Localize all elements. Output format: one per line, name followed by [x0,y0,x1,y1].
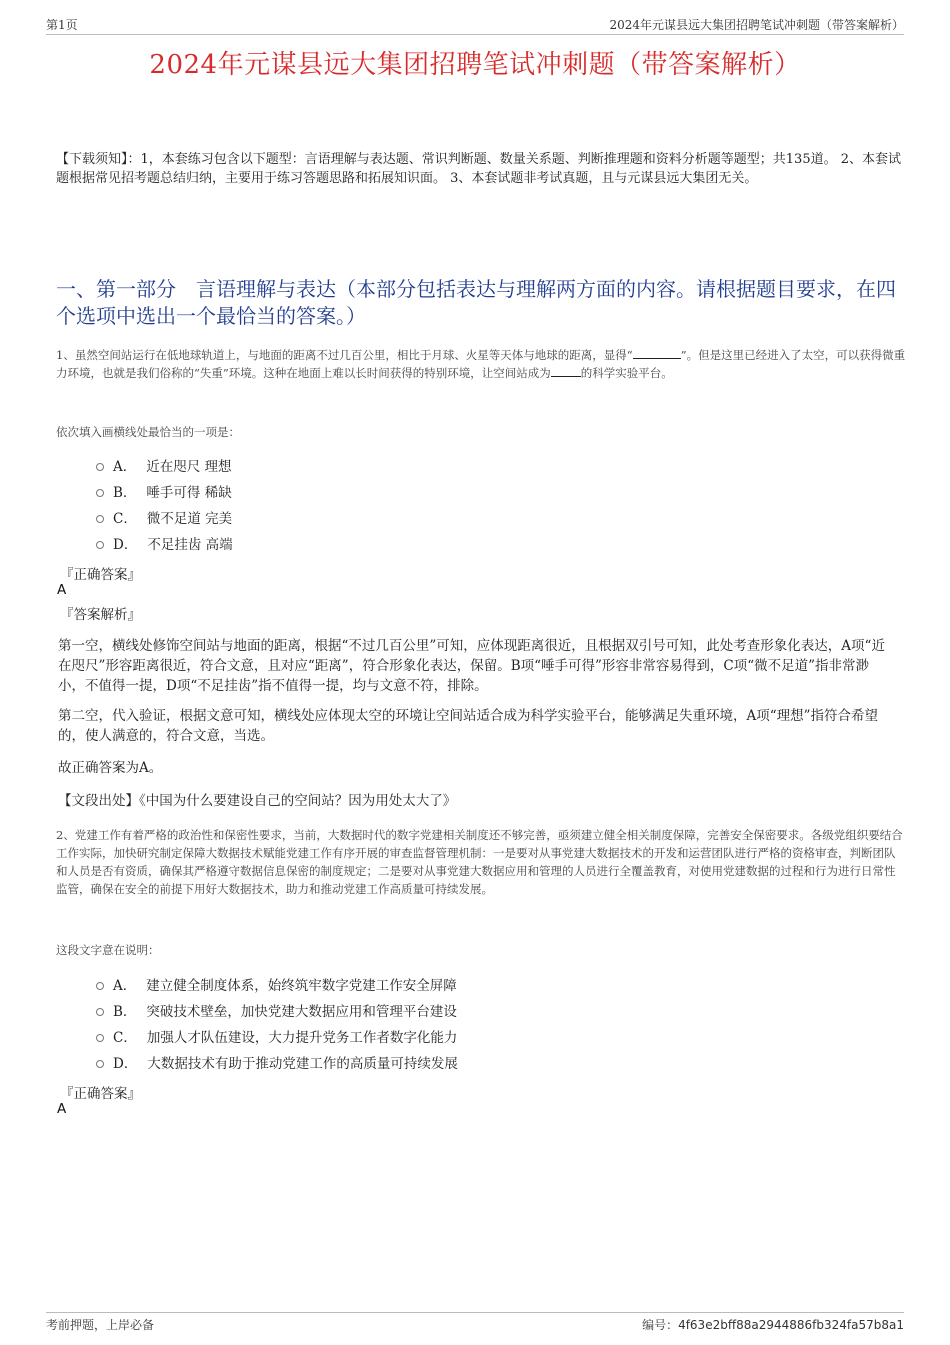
option-letter: D． [113,537,138,553]
analysis-conclusion: 故正确答案为A。 [58,760,163,776]
option-c[interactable] [96,1023,458,1049]
question-1-options [96,452,233,556]
option-letter: A． [113,978,137,994]
radio-icon[interactable] [96,1060,104,1068]
option-letter: A． [113,459,137,475]
option-letter: D． [113,1056,138,1072]
correct-answer: A [57,1101,67,1117]
correct-answer: A [57,582,67,598]
header-doc-title: 2024年元谋县远大集团招聘笔试冲刺题（带答案解析） [609,18,904,32]
question-1-stem [56,346,906,382]
option-c[interactable] [96,504,233,530]
footer-doc-id: 编号：4f63e2bff88a2944886fb324fa57b8a1 [642,1318,904,1332]
footer-slogan: 考前押题，上岸必备 [46,1318,155,1332]
option-text: 突破技术壁垒，加快党建大数据应用和管理平台建设 [146,1004,457,1020]
radio-icon[interactable] [96,515,104,523]
option-a[interactable] [96,971,458,997]
question-1-stem-part-a: 1、虽然空间站运行在低地球轨道上，与地面的距离不过几百公里，相比于月球、火星等天体与地球的距离，显得“ [56,348,633,362]
source-citation: 【文段出处】《中国为什么要建设自己的空间站？因为用处太大了》 [58,793,457,809]
correct-answer-label: 『正确答案』 [60,567,141,583]
question-2-prompt: 这段文字意在说明： [56,943,160,957]
question-1-prompt: 依次填入画横线处最恰当的一项是： [56,425,240,439]
question-2-stem: 2、党建工作有着严格的政治性和保密性要求，当前，大数据时代的数字党建相关制度还不够完善，亟须建立健全相关制度保障，完善安全保密要求。各级党组织要结合工作实际，加快研究制定保障大数据技术赋能党建工作有序开展的审查监督管理机制：一是要对从事党建大数据技术的开发和运营团队进行严格的资格审查，判断团队和人员是否有资质，确保其严格遵守数据信息保密的制度规定；二是要对从事党建大数据应用和管理的人员进行全覆盖教育，对使用党建数据的过程和行为进行日常性监管，确保在安全的前提下用好大数据技术，助力和推动党建工作高质量可持续发展。 [56,828,903,896]
option-text: 不足挂齿 高端 [147,537,233,553]
radio-icon[interactable] [96,982,104,990]
section-title: 一、第一部分 言语理解与表达（本部分包括表达与理解两方面的内容。请根据题目要求，在四个选项中选出一个最恰当的答案。） [56,277,896,328]
page-title: 2024年元谋县远大集团招聘笔试冲刺题（带答案解析） [149,50,801,80]
question-2-options [96,971,458,1075]
option-d[interactable] [96,1049,458,1075]
option-text: 唾手可得 稀缺 [146,485,232,501]
page-header [46,14,904,35]
correct-answer-label: 『正确答案』 [60,1086,141,1102]
option-d[interactable] [96,530,233,556]
analysis-label: 『答案解析』 [60,607,141,623]
page-number: 第1页 [46,18,78,32]
option-a[interactable] [96,452,233,478]
option-letter: B． [113,1004,137,1020]
question-1-stem-part-c: 的科学实验平台。 [580,366,673,380]
option-text: 建立健全制度体系，始终筑牢数字党建工作安全屏障 [146,978,457,994]
page-footer [46,1312,904,1333]
option-letter: C． [113,511,137,527]
option-b[interactable] [96,478,233,504]
fill-blank-1 [633,346,681,359]
option-text: 微不足道 完美 [146,511,233,527]
option-text: 大数据技术有助于推动党建工作的高质量可持续发展 [147,1056,458,1072]
option-text: 近在咫尺 理想 [146,459,232,475]
radio-icon[interactable] [96,463,104,471]
fill-blank-2 [551,364,581,377]
radio-icon[interactable] [96,1008,104,1016]
analysis-paragraph-1: 第一空，横线处修饰空间站与地面的距离，根据“不过几百公里”可知，应体现距离很近，且根据双引号可知，此处考查形象化表达，A项“近在咫尺”形容距离很近，符合文意，且对应“距离”，符合形象化表达，保留。B项“唾手可得”形容非常容易得到，C项“微不足道”指非常渺小，不值得一提，D项“不足挂齿”指不值得一提，均与文意不符，排除。 [58,638,885,694]
option-text: 加强人才队伍建设，大力提升党务工作者数字化能力 [146,1030,458,1046]
option-letter: B． [113,485,137,501]
analysis-paragraph-2: 第二空，代入验证，根据文意可知，横线处应体现太空的环境让空间站适合成为科学实验平台，能够满足失重环境，A项“理想”指符合希望的，使人满意的，符合文意，当选。 [58,708,879,744]
download-notice: 【下载须知】：1，本套练习包含以下题型：言语理解与表达题、常识判断题、数量关系题、判断推理题和资料分析题等题型；共135道。 2、本套试题根据常见招考题总结归纳，主要用于练习答题思路和拓展知识面。 3、本套试题非考试真题，且与元谋县远大集团无关。 [56,152,901,186]
option-b[interactable] [96,997,458,1023]
radio-icon[interactable] [96,489,104,497]
question-1-stem-part-b: ”。但是这里已经进入了太空，可以获得微重力环境，也就是我们俗称的“失重”环境。这种在地面上难以长时间获得的特别环境，让空间站成为 [56,348,906,380]
radio-icon[interactable] [96,1034,104,1042]
radio-icon[interactable] [96,541,104,549]
option-letter: C． [113,1030,137,1046]
